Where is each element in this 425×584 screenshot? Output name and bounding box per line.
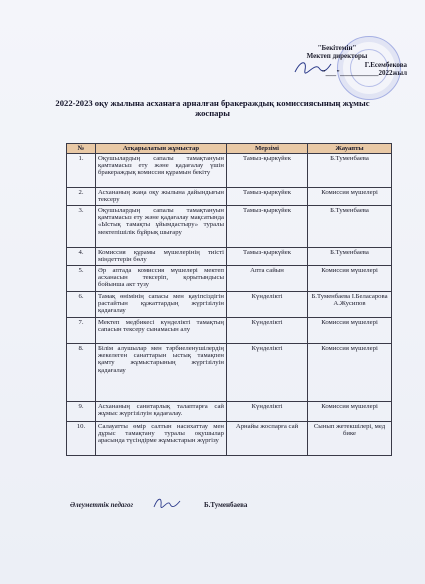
footer-name: Б.Туменбаева	[204, 501, 248, 509]
row-responsible: Комиссия мүшелері	[308, 343, 392, 401]
row-period: Тамыз-қыркүйек	[227, 205, 308, 247]
row-number: 8.	[67, 343, 96, 401]
table-row	[67, 421, 392, 455]
row-responsible: Комиссия мүшелері	[308, 187, 392, 205]
row-period: Күнделікті	[227, 291, 308, 317]
approval-date: "___"___________2022жыл	[321, 69, 407, 78]
row-responsible: Комиссия мүшелері	[308, 401, 392, 421]
row-number: 6.	[67, 291, 96, 317]
row-responsible: Б.Туменбаева	[308, 247, 392, 265]
row-activity: Тамақ өнімінің сапасы мен қауіпсіздігін растайтын құжаттардың жүргізілуін қадағалау	[96, 291, 227, 317]
work-plan-table	[66, 143, 392, 456]
footer-role: Әлеуметтік педагог	[70, 501, 134, 509]
table-header-row	[67, 144, 392, 154]
approval-position: Мектеп директоры	[306, 52, 368, 61]
row-period: Арнайы жоспарға сай	[227, 421, 308, 455]
row-activity: Мектеп медбикесі күнделікті тамақтың сапасын тексеру сынамасын алу	[96, 317, 227, 343]
table-row	[67, 247, 392, 265]
approval-director-name: Г.Есембекова	[364, 60, 407, 69]
header-period: Мерзімі	[227, 144, 308, 154]
table-row	[67, 265, 392, 291]
row-period: Апта сайын	[227, 265, 308, 291]
header-activities: Атқарылатын жұмыстар	[96, 144, 227, 154]
row-activity: Асхананың санитарлық талаптарға сай жұмыс жүргізілуін қадағалау.	[96, 401, 227, 421]
row-activity: Асхананың жаңа оқу жылына дайындығын тексеру	[96, 187, 227, 205]
table-row	[67, 343, 392, 401]
document-title: 2022-2023 оқу жылына асханаға арналған бракераждық комиссиясының жұмыс жоспары	[55, 98, 370, 119]
row-activity: Оқушылардың сапалы тамақтануын қамтамасыз ету және қадағалау мақсатында «Ыстық тамақты ұйымдастыру» туралы мектепішілік бұйрық шығару	[96, 205, 227, 247]
row-responsible: Б.Туменбаева	[308, 153, 392, 187]
table-row	[67, 291, 392, 317]
row-activity: Білім алушылар мен тәрбиеленушілердің жекелеген санаттарын ыстық тамақпен қамту жұмыстарының жүргізілуін қадағалау	[96, 343, 227, 401]
row-activity: Салауатты өмір салтын насихаттау мен дұрыс тамақтану туралы оқушылар арасында түсіндірме жұмыстарын жүргізу	[96, 421, 227, 455]
approval-block	[267, 44, 407, 78]
signature-line	[70, 501, 330, 509]
row-responsible: Сынып жетекшілері, мед бике	[308, 421, 392, 455]
row-number: 1.	[67, 153, 96, 187]
table-row	[67, 401, 392, 421]
row-period: Күнделікті	[227, 317, 308, 343]
table-row	[67, 317, 392, 343]
table-row	[67, 153, 392, 187]
row-responsible: Комиссия мүшелері	[308, 317, 392, 343]
row-activity: Әр аптада комиссия мүшелері мектеп асханасын тексеріп, қорытындысы бойынша акт тузу	[96, 265, 227, 291]
row-period: Тамыз-қыркүйек	[227, 187, 308, 205]
header-responsible: Жауапты	[308, 144, 392, 154]
row-responsible: Б.Туменбаева І.Беласарова А.Жусипов	[308, 291, 392, 317]
row-period: Күнделікті	[227, 401, 308, 421]
row-number: 10.	[67, 421, 96, 455]
row-number: 9.	[67, 401, 96, 421]
row-number: 3.	[67, 205, 96, 247]
table-row	[67, 187, 392, 205]
row-activity: Оқушылардың сапалы тамақтануын қамтамасыз ету және қадағалау үшін бракераждық комиссия құрамын бекіту	[96, 153, 227, 187]
table-row	[67, 205, 392, 247]
row-number: 2.	[67, 187, 96, 205]
row-number: 5.	[67, 265, 96, 291]
row-period: Тамыз-қыркүйек	[227, 153, 308, 187]
header-number: №	[67, 144, 96, 154]
row-responsible: Комиссия мүшелері	[308, 265, 392, 291]
row-period: Тамыз-қыркүйек	[227, 247, 308, 265]
row-activity: Комиссия құрамы мүшелерінің тиісті міндеттерін бөлу	[96, 247, 227, 265]
approval-heading: "Бекітемін"	[317, 44, 357, 52]
row-number: 4.	[67, 247, 96, 265]
row-number: 7.	[67, 317, 96, 343]
row-period: Күнделікті	[227, 343, 308, 401]
row-responsible: Б.Туменбаева	[308, 205, 392, 247]
